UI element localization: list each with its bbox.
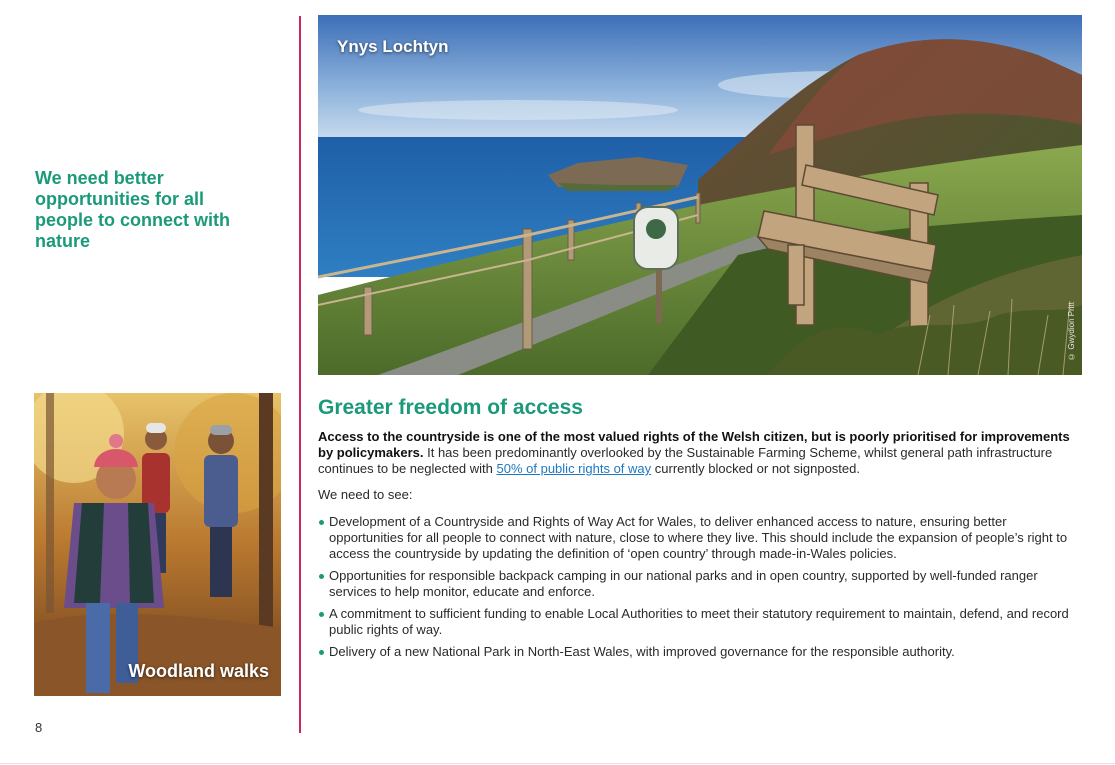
intro-end-text: currently blocked or not signposted. xyxy=(651,461,860,476)
list-item: Delivery of a new National Park in North-East Wales, with improved governance for the responsible authority. xyxy=(318,644,1083,660)
woodland-photo xyxy=(34,393,281,696)
photo-credit: © Gwydion Pritt xyxy=(1067,302,1076,361)
lead-in-text: We need to see: xyxy=(318,487,413,502)
rights-of-way-link[interactable]: 50% of public rights of way xyxy=(496,461,652,476)
bottom-divider xyxy=(0,763,1115,764)
demands-list xyxy=(318,514,1083,660)
list-item: A commitment to sufficient funding to enable Local Authorities to meet their statutory requirement to maintain, defend, and record public rights of way. xyxy=(318,606,1083,638)
side-heading: We need better opportunities for all people to connect with nature xyxy=(35,168,231,251)
page-number: 8 xyxy=(35,720,43,735)
hero-photo xyxy=(318,15,1082,375)
coastal-bench-illustration xyxy=(318,15,1082,375)
intro-paragraph xyxy=(318,429,1083,477)
article-body xyxy=(318,429,1083,666)
section-heading: Greater freedom of access xyxy=(318,396,583,419)
woodland-photo-caption: Woodland walks xyxy=(128,661,269,681)
intro-bold-text: Access to the countryside is one of the most valued rights of the Welsh citizen, but is poorly prioritised for improvements by policymakers. xyxy=(318,429,1070,460)
list-item: Development of a Countryside and Rights of Way Act for Wales, to deliver enhanced access to nature, ensuring better opportunities for all people to connect with nature, close to where they live. This should include the expansion of people’s right to access the countryside by updating the definition of ‘open country’ through made-in-Wales policies. xyxy=(318,514,1083,562)
vertical-divider xyxy=(299,16,301,733)
list-item: Opportunities for responsible backpack camping in our national parks and in open country, supported by well-funded ranger services to help monitor, educate and enforce. xyxy=(318,568,1083,600)
woodland-walkers-illustration xyxy=(34,393,281,696)
hero-photo-caption: Ynys Lochtyn xyxy=(337,37,449,56)
intro-text: It has been predominantly overlooked by the Sustainable Farming Scheme, whilst general path infrastructure continues to be neglected with xyxy=(318,445,1053,476)
